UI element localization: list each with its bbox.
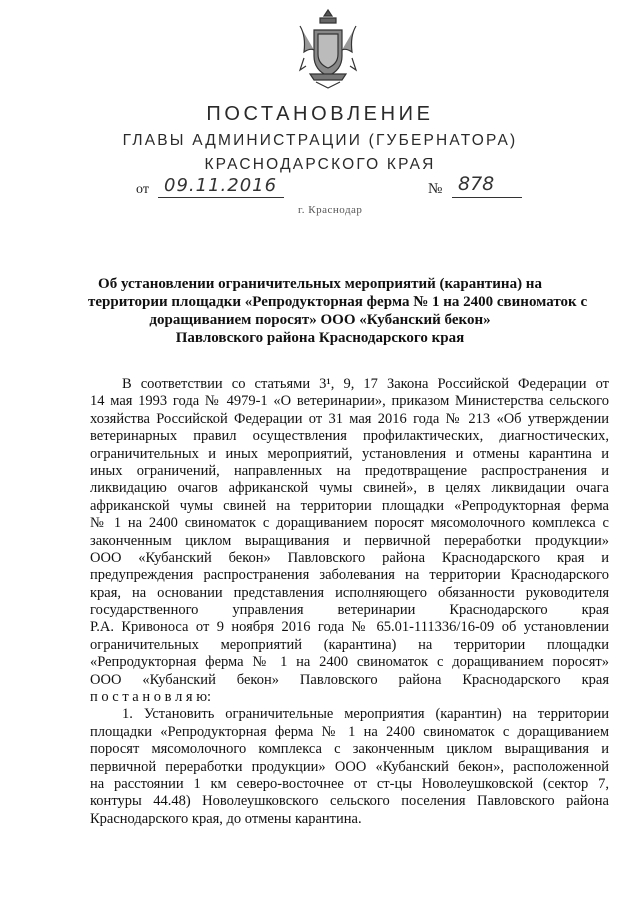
body-line: площадки «Репродукторная ферма № 1 на 2400 свиноматок с доращиванием xyxy=(90,723,609,740)
body-line: ООО «Кубанский бекон» Павловского района Краснодарского края и xyxy=(90,549,609,566)
number-label: № xyxy=(428,181,443,197)
body-line: ветеринарных правил осуществления профилактических, диагностических, xyxy=(90,428,609,445)
date-value: 09.11.2016 xyxy=(164,175,278,196)
date-underline xyxy=(158,197,284,198)
title-line: доращиванием поросят» ООО «Кубанский бекон» xyxy=(149,312,491,328)
body-line: ликвидацию очагов африканской чумы свиней», в целях ликвидации очага xyxy=(90,480,609,497)
body-line: № 1 на 2400 свиноматок с доращиванием поросят мясомолочного комплекса с xyxy=(90,515,609,532)
krasnodar-coat-of-arms-emblem xyxy=(296,8,360,90)
body-line: ограничительных мероприятий (карантина) на территории площадки xyxy=(90,636,609,653)
number-underline xyxy=(452,197,522,198)
body-line: В соответствии со статьями 3¹, 9, 17 Закона Российской Федерации от xyxy=(122,376,609,392)
document-body xyxy=(90,376,609,828)
body-line: государственного управления ветеринарии Краснодарского края xyxy=(90,602,609,619)
date-label: от xyxy=(136,182,149,197)
document-type-heading: ПОСТАНОВЛЕНИЕ xyxy=(206,103,434,125)
body-line: ООО «Кубанский бекон» Павловского района Краснодарского края xyxy=(90,671,609,688)
body-line: законченным циклом выращивания и первичной переработки продукции» xyxy=(90,532,609,549)
body-line: поросят мясомолочного комплекса с законченным циклом выращивания и xyxy=(90,741,609,758)
body-line: первичной переработки продукции» ООО «Кубанский бекон», расположенной xyxy=(90,758,609,775)
city-label: г. Краснодар xyxy=(298,204,363,216)
title-line: территории площадки «Репродукторная ферма № 1 на 2400 свиноматок с xyxy=(88,294,588,310)
title-line: Павловского района Краснодарского края xyxy=(175,330,465,346)
decree-word: п о с т а н о в л я ю: xyxy=(90,689,212,706)
body-line: ограничительных и иных мероприятий, установления и отмены карантина и xyxy=(90,445,609,462)
body-line: контуры 44.48) Новолеушковского сельского поселения Павловского района xyxy=(90,793,609,810)
body-line: хозяйства Российской Федерации от 31 мая 2016 года № 213 «Об утверждении xyxy=(90,410,609,427)
region-heading: КРАСНОДАРСКОГО КРАЯ xyxy=(204,156,436,173)
body-line: «Репродукторная ферма № 1 на 2400 свиноматок с доращиванием поросят» xyxy=(90,654,609,671)
body-line: предупреждения распространения заболевания на территории Краснодарского xyxy=(90,567,609,584)
body-line: африканской чумы свиней на территории площадки «Репродукторная ферма xyxy=(90,497,609,514)
body-line: Краснодарского края, до отмены карантина. xyxy=(90,810,362,827)
body-line: края, на основании представления исполняющего обязанности руководителя xyxy=(90,584,609,601)
body-line: 1. Установить ограничительные мероприятия (карантин) на территории xyxy=(122,706,609,723)
body-line: 14 мая 1993 года № 4979-1 «О ветеринарии», приказом Министерства сельского xyxy=(90,393,609,410)
body-line: Р.А. Кривоноса от 9 ноября 2016 года № 65.01-111336/16-09 об установлении xyxy=(90,619,609,636)
body-line: иных ограничений, направленных на предотвращение распространения и xyxy=(90,462,609,479)
number-value: 878 xyxy=(458,173,495,195)
issuer-heading: ГЛАВЫ АДМИНИСТРАЦИИ (ГУБЕРНАТОРА) xyxy=(122,132,518,149)
body-line: на расстоянии 1 км северо-восточнее от ст-цы Новолеушковской (сектор 7, xyxy=(90,775,609,792)
title-line: Об установлении ограничительных мероприятий (карантина) на xyxy=(98,276,542,292)
document-title xyxy=(88,275,588,347)
